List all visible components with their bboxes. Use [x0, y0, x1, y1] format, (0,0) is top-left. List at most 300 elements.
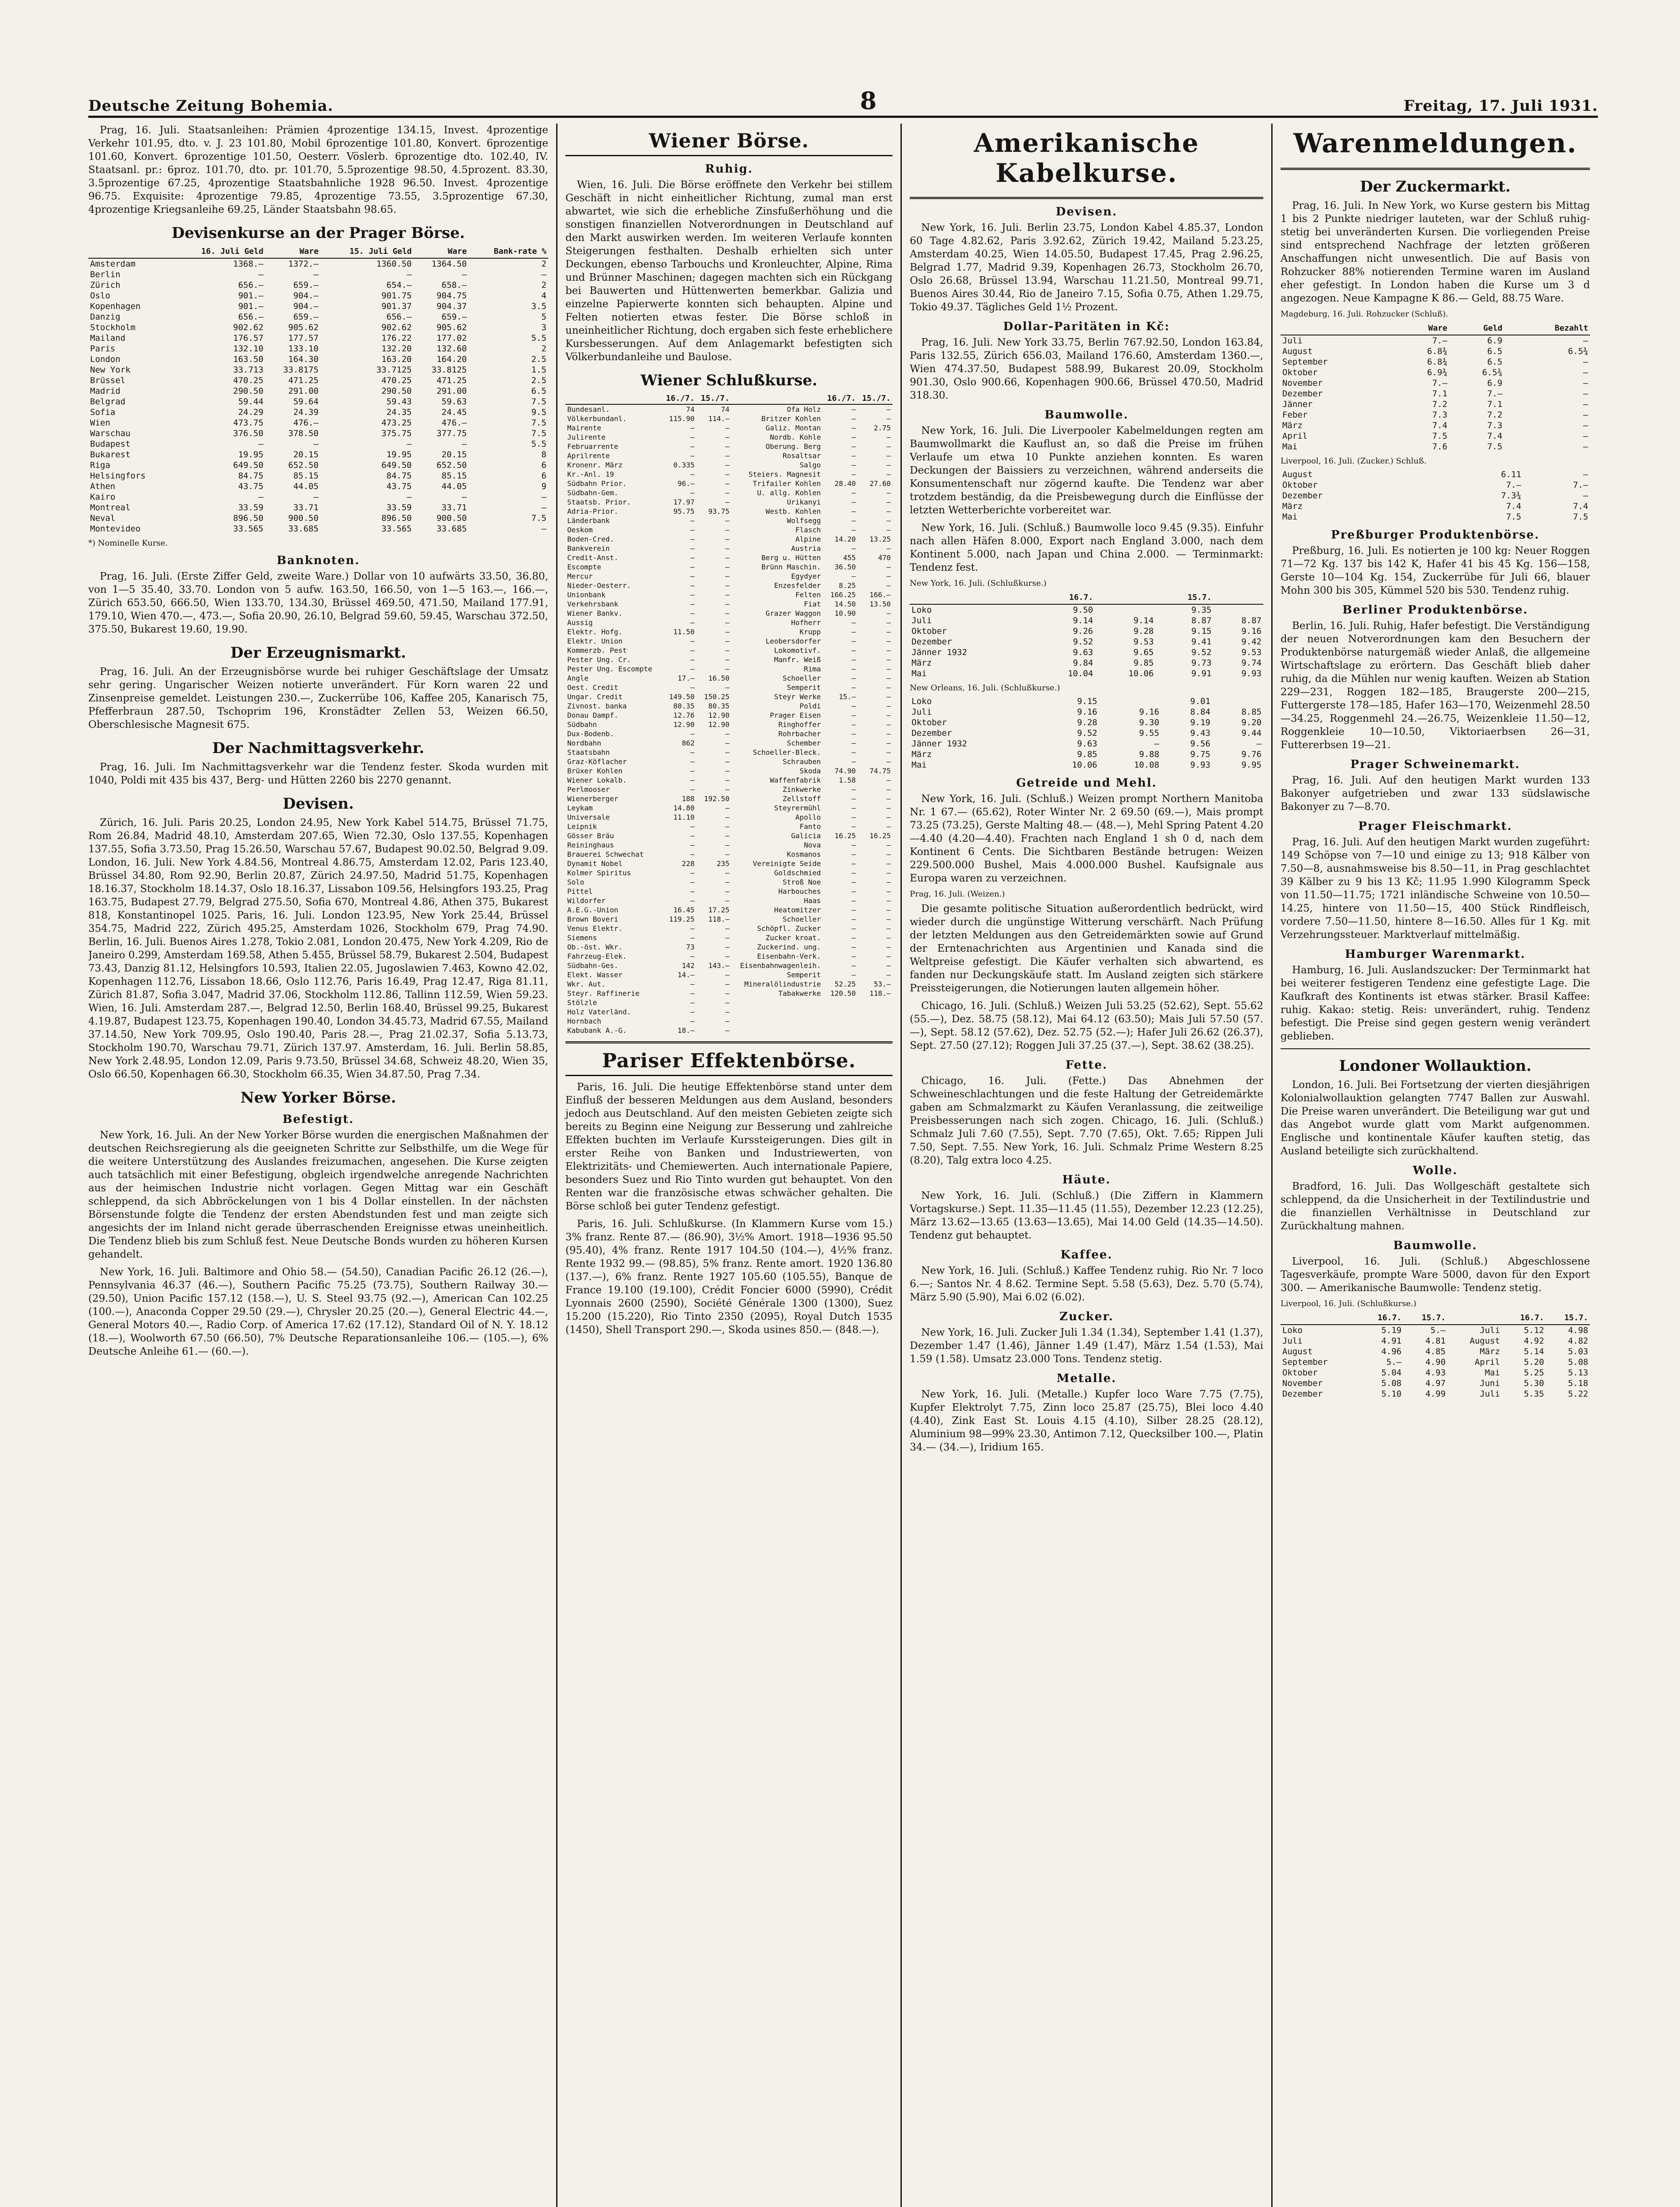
table-cell: 74.75: [869, 767, 891, 775]
table-cell: Schoeller: [782, 915, 821, 923]
table-cell: —: [690, 591, 695, 599]
table-cell: —: [851, 618, 856, 627]
table-cell: 33.71: [293, 503, 319, 512]
wiener-boerse-sub: Ruhig.: [705, 162, 753, 176]
column-commodities: [1271, 124, 1598, 2207]
table-cell: 7.5: [1432, 431, 1447, 441]
masthead: [88, 84, 1598, 115]
table-cell: Südbahn Prior.: [567, 479, 627, 488]
table-cell: —: [886, 804, 891, 812]
table-cell: [1213, 604, 1263, 615]
table-cell: 9.15: [1191, 626, 1212, 636]
wollauktion-text: London, 16. Juli. Bei Fortsetzung der vierten diesjährigen Kolonialwollauktion gelangten 7747 Ballen zur Auswahl. Die Preise waren unverändert. Die Beteiligung war gut und das Angebot wurde glatt vom Markt aufgenommen. Englische und kontinentale Käufer kauften stetig, das Ausland beteiligte sich zurückhaltend.: [1281, 1079, 1590, 1157]
table-cell: 9.5: [531, 407, 546, 417]
table-cell: Ungar. Credit: [567, 693, 623, 701]
table-cell: 658.—: [441, 280, 467, 290]
table-cell: Zucker kroat.: [765, 934, 821, 942]
table-cell: 8.84: [1190, 707, 1211, 717]
table-cell: 4: [541, 291, 546, 301]
table-cell: —: [1583, 389, 1588, 399]
table-cell: —: [690, 998, 695, 1007]
table-cell: Universale: [567, 813, 610, 821]
table-cell: —: [851, 748, 856, 757]
table-cell: —: [851, 804, 856, 812]
table-row: [565, 562, 893, 572]
table-cell: 9.73: [1191, 658, 1212, 668]
table-cell: Poldi: [799, 702, 821, 710]
devisen-note: *) Nominelle Kurse.: [88, 539, 168, 548]
table-cell: April: [1282, 431, 1308, 441]
table-cell: Steyr. Raffinerie: [567, 989, 640, 998]
table-cell: —: [886, 544, 891, 553]
staatsanleihen-text: Prag, 16. Juli. Staatsanleihen: Prämien 4prozentige 134.15, Invest. 4prozentige Verkehr 101.95, dto. v. J. 23 101.80, Mobil 6prozentige 101.80, Konvert. 6prozentige 101.60, Konvert. 6prozentige 101.50, Oesterr. Vöslerb. 6prozentige dto. 102.40, IV. Staatsanl. pr.: 6proz. 101.70, dto. pr. 101.70, 5.5prozentige 98.50, 4.5prozent. 83.30, 3.5prozentige 67.25, 4prozentige Staatsbahnliche 1928 96.50. Invest. 4prozentige 96.75. Exquisite: 4prozentige 79.85, 4prozentige 73.55, 3.5prozentige 67.30, 4prozentige Kriegsanleihe 69.25, Länder Staatsbahn 98.65.: [88, 124, 548, 215]
table-cell: —: [851, 887, 856, 896]
table-cell: —: [886, 711, 891, 719]
table-cell: —: [725, 989, 730, 998]
pariser-list: Paris, 16. Juli. Schlußkurse. (In Klammern Kurse vom 15.) 3% franz. Rente 87.— (86.90), 3½% Amort. 1918—1936 95.50 (95.40), 4% franz. Rente 1917 104.50 (104.—), 4½% franz. Rente 1932 99.— (98.85), 5% franz. Rente amort. 1920 136.80 (137.—), 6% franz. Rente 1927 105.60 (105.55), Banque de France 19.100 (19.100), Crédit Foncier 6000 (5990), Crédit Lyonnais 2600 (2590), Société Générale 1300 (1300), Suez 15.200 (15.220), Rio Tinto 2350 (2095), Royal Dutch 1535 (1450), Shell Transport 290.—, Skoda usines 850.— (848.—).: [565, 1218, 893, 1336]
table-cell: August: [1282, 470, 1313, 479]
table-row: [565, 905, 893, 915]
table-cell: 652.50: [436, 460, 467, 470]
table-cell: —: [886, 776, 891, 784]
liverpool-table: [1281, 1312, 1590, 1399]
table-cell: 10.04: [1068, 669, 1093, 678]
table-row: [565, 636, 893, 646]
schlusskurse-table: [565, 393, 893, 1035]
table-cell: 5.22: [1568, 1389, 1588, 1399]
table-cell: 143.—: [708, 961, 730, 970]
table-row: [565, 525, 893, 535]
table-cell: Semperit: [787, 971, 821, 979]
cotton-ny-body: [910, 604, 1263, 679]
table-cell: —: [886, 516, 891, 525]
table-cell: Mai: [1282, 442, 1298, 452]
table-cell: —: [886, 563, 891, 571]
table-cell: —: [725, 591, 730, 599]
table-cell: [1099, 696, 1161, 707]
table-cell: Rohrbacher: [778, 730, 821, 738]
column-header: [1281, 322, 1394, 335]
table-row: [565, 433, 893, 442]
table-cell: [858, 1026, 893, 1035]
table-cell: 4.96: [1381, 1347, 1402, 1356]
table-cell: Waffenfabrik: [770, 776, 821, 784]
table-row: [1281, 388, 1590, 399]
table-cell: 14.20: [834, 535, 856, 543]
table-row: [88, 269, 548, 280]
am-baumwolle-title: Baumwolle.: [1044, 408, 1129, 422]
table-cell: —: [690, 924, 695, 933]
table-row: [88, 513, 548, 524]
am-devisen-text: New York, 16. Juli. Berlin 23.75, London Kabel 4.85.37, London 60 Tage 4.82.62, Paris 3.92.62, Zürich 19.42, Mailand 5.23.25, Amsterdam 40.25, Wien 14.05.50, Budapest 17.45, Prag 2.96.25, Belgrad 1.77, Madrid 9.39, Kopenhagen 26.73, Stockholm 26.70, Oslo 26.68, Brüssel 13.94, Warschau 11.21.50, Montreal 99.71, Buenos Aires 30.44, Rio de Janeiro 7.15, Sofia 0.75, Athen 1.29.75, Tokio 49.37. Tägliches Geld 1½ Prozent.: [910, 222, 1263, 313]
table-cell: 5.18: [1568, 1378, 1588, 1388]
table-cell: 5.08: [1568, 1357, 1588, 1367]
table-cell: Riga: [90, 460, 110, 470]
column-header: [1447, 1312, 1502, 1325]
table-cell: November: [1282, 1378, 1323, 1388]
baumwolle-title: Baumwolle.: [1393, 1239, 1477, 1252]
table-cell: 149.50: [669, 693, 695, 701]
table-cell: —: [851, 498, 856, 506]
table-cell: —: [886, 461, 891, 469]
table-cell: —: [690, 535, 695, 543]
table-cell: —: [851, 544, 856, 553]
column-header: Ware: [265, 245, 320, 258]
table-cell: Mai: [912, 760, 927, 770]
table-cell: Dynamit Nobel: [567, 859, 623, 868]
table-row: [565, 516, 893, 525]
table-cell: 470.25: [233, 376, 264, 385]
table-cell: —: [886, 850, 891, 859]
table-cell: 9.50: [1073, 605, 1093, 615]
devisen-text: Zürich, 16. Juli. Paris 20.25, London 24.95, New York Kabel 514.75, Brüssel 71.75, Rom 26.84, Madrid 48.10, Amsterdam 207.65, Wien 72.30, Oslo 137.55, Kopenhagen 137.55, Sofia 3.73.50, Prag 15.26.50, Warschau 57.67, Budapest 90.02.50, Belgrad 9.09. London, 16. Juli. New York 4.84.56, Montreal 4.86.75, Amsterdam 12.02, Paris 123.40, Brüssel 34.80, Rom 92.90, Berlin 20.87, Zürich 24.97.50, Madrid 51.75, Kopenhagen 18.16.37, Stockholm 18.14.37, Oslo 18.16.37, Lissabon 109.56, Helsingfors 193.25, Prag 163.75, Budapest 27.79, Belgrad 275.50, Sofia 670, Montreal 4.86, Athen 375, Bukarest 818, Konstantinopel 1025. Paris, 16. Juli. London 123.95, New York 25.44, Brüssel 354.75, Madrid 222, Zürich 495.25, Amsterdam 1026, Stockholm 679, Prag 74.90. Berlin, 16. Juli. Buenos Aires 1.278, Tokio 2.081, London 20.475, New York 4.209, Rio de Janeiro 0.299, Amsterdam 169.58, Athen 5.455, Brüssel 58.79, Bukarest 2.504, Budapest 73.43, Danzig 81.12, Helsingfors 10.593, Italien 22.05, Jugoslawien 7.463, Kowno 42.02, Kopenhagen 112.76, Lissabon 18.66, Oslo 112.76, Paris 16.49, Prag 12.47, Riga 81.11, Zürich 81.87, Sofia 3.047, Madrid 37.06, Stockholm 112.86, Tallinn 112.59, Wien 59.23. Wien, 16. Juli. Amsterdam 287.—, Belgrad 12.50, Berlin 168.40, Brüssel 99.25, Bukarest 4.19.87, Budapest 123.75, Kopenhagen 190.40, London 34.45.73, Madrid 67.55, Mailand 37.14.50, New York 709.95, Oslo 190.40, Paris 28.—, Prag 21.02.37, Sofia 5.13.73, Stockholm 190.70, Warschau 79.71, Zürich 137.97. Amsterdam, 16. Juli. Berlin 58.85, New York 2.48.95, London 12.09, Paris 9.73.50, Brüssel 34.68, Schweiz 48.20, Wien 35, Oslo 66.50, Kopenhagen 66.30, Stockholm 66.35, Wien 34.87.50, Prag 7.34.: [88, 817, 548, 1080]
table-row: [565, 729, 893, 738]
table-cell: 24.35: [386, 407, 412, 417]
table-cell: Oktober: [1282, 480, 1318, 490]
table-cell: 9.20: [1241, 718, 1262, 727]
column-header: Ware: [414, 245, 469, 258]
table-cell: August: [1469, 1336, 1500, 1346]
am-baumwolle-text: New York, 16. Juli. Die Liverpooler Kabelmeldungen regten am Baumwollmarkt die Kauflust an, so daß die Preise im frühen Verlaufe um etwa 10 Punkte anziehen konnten. Es waren Deckungen der Baissiers zu verzeichnen, während anderseits die Konsumentenschaft nur zögernd kaufte. Die Tendenz war aber trotzdem beständig, da die Preisbewegung durch die Einflüsse der letzten Wetterberichte vorbereitet war.: [910, 425, 1263, 516]
table-cell: 9.84: [1073, 658, 1093, 668]
table-row: [565, 460, 893, 470]
table-cell: 9.95: [1241, 760, 1262, 770]
table-cell: Hornbach: [567, 1017, 602, 1025]
table-cell: Mineralölindustrie: [744, 980, 821, 988]
table-cell: Graz-Köflacher: [567, 757, 627, 766]
table-row: [910, 615, 1263, 626]
table-row: [1281, 1336, 1590, 1346]
table-cell: 4.85: [1425, 1347, 1446, 1356]
column-header: Bank-rate %: [469, 245, 548, 258]
column-header: 16.7.: [1502, 1312, 1546, 1325]
table-row: [565, 878, 893, 887]
column-header: 15./7.: [697, 393, 731, 404]
table-cell: 12.90: [708, 720, 730, 729]
table-cell: —: [1583, 368, 1588, 377]
table-cell: 376.50: [233, 429, 264, 438]
table-cell: 9.28: [1133, 626, 1154, 636]
table-cell: Boden-Cred.: [567, 535, 614, 543]
table-cell: 132.10: [233, 344, 264, 354]
table-cell: 118.—: [869, 989, 891, 998]
table-cell: 6.8¾: [1427, 357, 1447, 367]
table-cell: —: [690, 424, 695, 432]
table-cell: 36.50: [834, 563, 856, 571]
table-cell: Eisenbahnwagenleih.: [740, 961, 821, 970]
table-row: [88, 301, 548, 312]
table-cell: Austria: [791, 544, 821, 553]
table-cell: 3: [541, 323, 546, 332]
table-cell: 27.60: [869, 479, 891, 488]
wolle-title: Wolle.: [1413, 1164, 1458, 1177]
table-cell: Pittel: [567, 887, 593, 896]
table-cell: —: [851, 961, 856, 970]
table-cell: 7.5: [531, 397, 546, 407]
table-cell: 33.71: [441, 503, 467, 512]
divider: [1281, 168, 1590, 170]
table-cell: 4.98: [1568, 1326, 1588, 1335]
table-cell: —: [725, 424, 730, 432]
table-cell: 476.—: [293, 418, 319, 428]
table-cell: 455: [843, 554, 856, 562]
table-cell: 166.—: [869, 591, 891, 599]
table-cell: —: [851, 572, 856, 580]
table-row: [565, 544, 893, 553]
table-cell: Oest. Credit: [567, 683, 618, 692]
table-cell: 14.80: [673, 804, 695, 812]
table-cell: —: [886, 961, 891, 970]
table-cell: —: [886, 433, 891, 441]
metalle-text: New York, 16. Juli. (Metalle.) Kupfer loco Ware 7.75 (7.75), Kupfer Elektrolyt 7.75, Zinn loco 25.87 (25.75), Blei loco 4.40 (4.40), Zink East St. Louis 4.15 (4.10), Silber 28.25 (28.12), Aluminium 98—99% 23.30, Antimon 7.12, Quecksilber 100.—, Platin 34.— (34.—), Iridium 165.: [910, 1389, 1263, 1453]
table-cell: —: [1256, 739, 1262, 749]
table-row: [565, 1007, 893, 1017]
table-cell: 16.45: [673, 906, 695, 914]
table-cell: —: [851, 516, 856, 525]
table-cell: Zürich: [90, 280, 121, 290]
table-row: [565, 748, 893, 757]
warenmeldungen-title: Warenmeldungen.: [1293, 128, 1577, 159]
metalle-title: Metalle.: [1056, 1372, 1117, 1385]
table-cell: 177.02: [436, 333, 467, 343]
cotton-ny-head: [910, 591, 1263, 604]
table-row: [1281, 399, 1590, 410]
column-header: 15.7.: [1156, 591, 1213, 604]
pariser-text: Paris, 16. Juli. Die heutige Effektenbörse stand unter dem Einfluß der besseren Meldungen aus dem Ausland, besonders jedoch aus Deutschland. Auf den meisten Gebieten zeigte sich bereits zu Beginn eine Neigung zur Besserung und zahlreiche Effekten buchten im Verlaufe Kurssteigerungen. Dies gilt in erster Reihe von Banken und Industriewerten, von Elektrizitäts- und Chemiewerten. Auch internationale Papiere, besonders Suez und Rio Tinto wurden gut behauptet. Von den Renten war die französische etwas schwächer gehalten. Die Börse schloß bei guter Tendenz gefestigt.: [565, 1081, 893, 1212]
cotton-ny-title: New York, 16. Juli. (Schlußkurse.): [910, 579, 1047, 588]
table-cell: Oktober: [1282, 368, 1318, 377]
hamburg-title: Hamburger Warenmarkt.: [1345, 948, 1526, 961]
table-cell: 7.6: [1432, 442, 1447, 452]
table-cell: —: [725, 563, 730, 571]
table-cell: —: [690, 785, 695, 794]
table-cell: 901.—: [238, 301, 264, 311]
table-cell: September: [1282, 1357, 1328, 1367]
table-cell: —: [886, 498, 891, 506]
table-cell: —: [541, 270, 546, 279]
table-cell: Mai: [1484, 1368, 1500, 1378]
table-cell: Schrauben: [782, 757, 821, 766]
table-cell: 9.74: [1241, 658, 1262, 668]
table-cell: —: [886, 813, 891, 821]
banknoten-title: Banknoten.: [276, 554, 360, 567]
table-cell: 1.5: [531, 365, 546, 375]
table-row: [565, 609, 893, 618]
baumwolle-text: Liverpool, 16. Juli. (Schluß.) Abgeschlossene Tagesverkäufe, prompte Ware 5000, davon für den Export 300. — Amerikanische Baumwolle: Tendenz stetig.: [1281, 1256, 1590, 1294]
table-cell: —: [1583, 399, 1588, 409]
table-cell: 8.85: [1241, 707, 1262, 717]
table-cell: 228: [682, 859, 695, 868]
table-row: [910, 658, 1263, 668]
table-row: [565, 794, 893, 803]
table-cell: Brüxer Kohlen: [567, 767, 623, 775]
table-row: [565, 952, 893, 961]
column-header: [1095, 591, 1155, 604]
table-cell: 4.99: [1425, 1389, 1446, 1399]
table-cell: —: [851, 683, 856, 692]
table-cell: 9.85: [1133, 658, 1154, 668]
table-cell: 656.—: [238, 312, 264, 322]
table-cell: 9.35: [1191, 605, 1212, 615]
table-row: [565, 961, 893, 970]
table-cell: —: [851, 822, 856, 831]
table-cell: 905.62: [288, 323, 319, 332]
table-cell: 471.25: [436, 376, 467, 385]
table-cell: —: [725, 804, 730, 812]
schlusskurse-title: Wiener Schlußkurse.: [640, 372, 817, 389]
table-row: [910, 728, 1263, 738]
table-cell: —: [851, 405, 856, 414]
sugar-head: [1281, 322, 1590, 335]
table-cell: Salgo: [799, 461, 821, 469]
table-cell: —: [690, 609, 695, 618]
table-row: [88, 386, 548, 396]
table-cell: Mai: [1282, 512, 1298, 522]
table-cell: 84.75: [238, 471, 264, 481]
column-header: [1213, 591, 1263, 604]
table-cell: —: [886, 405, 891, 414]
am-devisen-title: Devisen.: [1055, 205, 1118, 218]
table-cell: Fanto: [799, 822, 821, 831]
table-cell: 5.03: [1568, 1347, 1588, 1356]
table-cell: Rosaltsar: [782, 452, 821, 460]
table-row: [565, 850, 893, 859]
table-cell: 7.3¾: [1501, 491, 1522, 501]
table-cell: [823, 1026, 858, 1035]
table-cell: Wien: [90, 418, 110, 428]
table-cell: Haas: [804, 896, 821, 905]
cotton-exports-text: New York, 16. Juli. (Schluß.) Baumwolle loco 9.45 (9.35). Einfuhr nach allen Häfen 8.000, Export nach England 3.000, nach dem Kontinent 5.000, nach Japan und China 2.000. — Terminmarkt: Tendenz fest.: [910, 522, 1263, 573]
table-cell: —: [725, 850, 730, 859]
table-cell: 659.—: [293, 280, 319, 290]
table-cell: Kopenhagen: [90, 301, 141, 311]
table-row: [565, 646, 893, 655]
table-row: [910, 707, 1263, 717]
table-cell: Dezember: [912, 637, 952, 647]
table-cell: [731, 1017, 823, 1026]
table-cell: Zuckerind. ung.: [757, 943, 821, 951]
table-cell: —: [851, 841, 856, 849]
table-row: [565, 683, 893, 692]
table-cell: —: [851, 971, 856, 979]
table-cell: 5.04: [1381, 1368, 1402, 1378]
table-row: [565, 942, 893, 952]
table-cell: —: [690, 952, 695, 960]
table-cell: Dezember: [1282, 491, 1323, 501]
liverpool-sugar-table: [1281, 469, 1590, 522]
table-cell: Alpine: [795, 535, 821, 543]
table-cell: 9.52: [1077, 728, 1097, 738]
table-row: [88, 343, 548, 354]
table-cell: Südbahn-Ges.: [567, 961, 618, 970]
table-cell: —: [1583, 421, 1588, 430]
table-row: [565, 497, 893, 507]
table-cell: 7.1: [1487, 399, 1503, 409]
table-row: [565, 1026, 893, 1035]
table-cell: Juli: [1480, 1326, 1500, 1335]
table-cell: —: [725, 535, 730, 543]
table-cell: —: [851, 906, 856, 914]
table-cell: Juli: [1480, 1389, 1500, 1399]
table-cell: 164.30: [288, 354, 319, 364]
table-row: [910, 626, 1263, 636]
table-cell: Steyrermühl: [774, 804, 821, 812]
table-cell: —: [851, 850, 856, 859]
table-cell: [823, 998, 858, 1007]
column-header: 15. Juli Geld: [320, 245, 414, 258]
table-cell: —: [886, 906, 891, 914]
table-cell: 5.35: [1524, 1389, 1544, 1399]
table-cell: 473.25: [381, 418, 412, 428]
table-cell: 1372.—: [288, 259, 319, 269]
table-cell: 4.91: [1381, 1336, 1402, 1346]
column-header: Bezahlt: [1504, 322, 1590, 335]
table-cell: November: [1282, 378, 1323, 388]
hamburg-text: Hamburg, 16. Juli. Auslandszucker: Der Terminmarkt hat bei weiterer festigeren Tendenz eine gefestigte Lage. Die Kaufkraft des Kontinents ist etwas stärker. Brasil Kaffee: ruhig. Kakao: stetig. Reis: unverändert, ruhig. Tendenz befestigt. Die Preise sind gegen gestern wenig verändert geblieben.: [1281, 964, 1590, 1042]
table-cell: Jänner: [1282, 399, 1313, 409]
kaffee-title: Kaffee.: [1060, 1248, 1113, 1262]
table-cell: 5.—: [1430, 1326, 1446, 1335]
table-cell: 43.75: [386, 482, 412, 491]
table-cell: 18.—: [678, 1026, 695, 1035]
table-cell: März: [1282, 501, 1303, 511]
table-cell: 150.25: [704, 693, 730, 701]
column-header: 15./7.: [858, 393, 893, 404]
table-cell: Bukarest: [90, 450, 131, 459]
table-row: [565, 590, 893, 599]
schwein-text: Prag, 16. Juli. Auf den heutigen Markt wurden 133 Bakonyer aufgetrieben und zwar 133 südslawische Bakonyer zu 7—8.70.: [1281, 775, 1590, 813]
table-row: [1281, 357, 1590, 367]
fette-text: Chicago, 16. Juli. (Fette.) Das Abnehmen der Schweineschlachtungen und die feste Haltung der Getreidemärkte gaben am Schmalzmarkt zu Käufen Veranlassung, die zeitweilige Preisbesserungen nach sich zogen. Chicago, 16. Juli. (Schluß.) Schmalz Juli 7.60 (7.55), Sept. 7.70 (7.65), Okt. 7.65; Rippen Juli 7.50, Sept. 7.55. New York, 16. Juli. Schmalz Prime Western 8.25 (8.20), Talg extra loco 4.25.: [910, 1075, 1263, 1166]
table-cell: —: [851, 720, 856, 729]
table-row: [1281, 335, 1590, 346]
table-cell: 7.5: [1487, 442, 1503, 452]
table-cell: Juni: [1480, 1378, 1500, 1388]
table-cell: August: [1282, 346, 1313, 356]
table-cell: —: [725, 739, 730, 747]
table-row: [565, 1017, 893, 1026]
table-cell: 4.93: [1425, 1368, 1446, 1378]
table-cell: Urikanyi: [787, 498, 821, 506]
table-cell: Kolmer Spiritus: [567, 869, 631, 877]
table-cell: —: [886, 683, 891, 692]
table-cell: 59.64: [293, 397, 319, 407]
table-cell: Steyr Werke: [774, 693, 821, 701]
column-prague: [88, 124, 556, 2207]
table-cell: 5.20: [1524, 1357, 1544, 1367]
sugar-table: [1281, 322, 1590, 452]
table-cell: 6.5: [1487, 357, 1503, 367]
weizen-title: Prag, 16. Juli. (Weizen.): [910, 889, 1005, 899]
table-cell: Jänner 1932: [912, 739, 967, 749]
table-cell: 3.5: [531, 301, 546, 311]
table-cell: 14.—: [678, 971, 695, 979]
table-row: [565, 599, 893, 609]
kaffee-text: New York, 16. Juli. (Schluß.) Kaffee Tendenz ruhig. Rio Nr. 7 loco 6.—; Santos Nr. 4 8.62. Termine Sept. 5.58 (5.63), Dez. 5.70 (5.74), März 5.90 (5.90), Mai 6.02 (6.02).: [910, 1265, 1263, 1303]
table-row: [1281, 346, 1590, 357]
devisen-prag-title: Devisenkurse an der Prager Börse.: [171, 224, 465, 242]
table-cell: 291.00: [436, 386, 467, 396]
table-cell: Escompte: [567, 563, 602, 571]
table-cell: Wiener Lokalb.: [567, 776, 627, 784]
table-cell: 7.2: [1487, 410, 1503, 420]
table-cell: 7.4: [1487, 431, 1503, 441]
table-cell: —: [886, 785, 891, 794]
divider: [910, 197, 1263, 199]
table-cell: Paris: [90, 344, 116, 354]
table-row: [565, 488, 893, 497]
table-cell: [858, 1007, 893, 1017]
